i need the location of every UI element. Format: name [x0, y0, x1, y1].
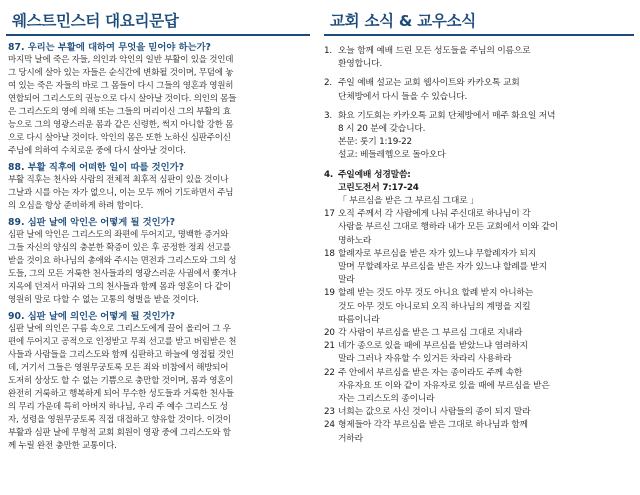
verse-number: 19: [324, 288, 335, 299]
answer-line: 연합되어 그리스도의 권능으로 다시 살아날 것이다. 의인의 몸들: [8, 94, 237, 104]
item-text: 단체방에서 다시 들을 수 있습니다.: [338, 91, 468, 102]
answer-line: 부활과 심판 날에 무형적 교회 회원이 영광 중에 그리스도와 함: [8, 428, 231, 438]
item-text: 주일 예배 설교는 교회 웹사이트와 카카오톡 교회: [338, 78, 520, 89]
question-88: 88. 부활 직후에 어떠한 일이 따를 것인가?: [8, 162, 184, 173]
verse: [324, 208, 634, 248]
answer-line: 도들, 그의 모든 거룩한 천사들과의 영광스러운 사귐에서 쫓겨나: [8, 269, 237, 279]
answer-line: 그 당시에 살아 있는 자들은 순식간에 변화될 것이며, 무덤에 놓: [8, 68, 234, 78]
answer-line: 으로 다시 살아날 것이다. 악인의 몸은 또한 노하신 심판주이신: [8, 133, 231, 143]
verse-text: 명하노라: [338, 235, 372, 246]
answer-line: 자, 성령을 영원무궁토록 직접 대접하고 향유할 것이다. 이것이: [8, 415, 231, 425]
verse: [324, 406, 634, 419]
answer-line: 완전히 거룩하고 행복하게 되어 무수한 성도들과 거룩한 천사들: [8, 389, 234, 399]
news-column: [318, 0, 640, 495]
answer-line: 부활 직후는 천사와 사람의 전체적 최후적 심판이 있을 것이나: [8, 175, 229, 185]
catechism-column: [0, 0, 316, 495]
answer-line: 의 오심을 항상 준비하게 하려 함이다.: [8, 201, 144, 211]
header-divider: [324, 34, 634, 36]
answer-line: 은 그리스도의 영에 의해 또는 그들의 머리이신 그의 부활의 효: [8, 107, 231, 117]
answer-88: [8, 174, 310, 213]
news-body: [318, 35, 640, 446]
verse-number: 21: [324, 341, 335, 352]
answer-line: 그날과 시를 아는 자가 없으니, 이는 모두 깨어 기도하면서 주님: [8, 188, 234, 198]
verse: [324, 287, 634, 327]
item-text: 화요 기도회는 카카오톡 교회 단체방에서 매주 화요일 저녁: [338, 110, 556, 121]
item-number: 4.: [324, 169, 334, 180]
news-title: 교회 소식 & 교우소식: [330, 12, 476, 30]
verse-text: 거하라: [338, 433, 363, 444]
verse-text: 것도 아무 것도 아니로되 오직 하나님의 계명을 지킬: [338, 301, 531, 312]
header-divider: [6, 34, 310, 36]
answer-line: 사들과 사람들을 그리스도와 함께 심판하고 하늘에 영접될 것인: [8, 350, 234, 360]
answer-line: 심판 날에 의인은 구름 속으로 그리스도에게 끌어 올리어 그 우: [8, 324, 231, 334]
answer-line: 영원히 말로 다할 수 없는 고통의 형벌을 받을 것이다.: [8, 295, 199, 305]
answer-line: 지옥에 던져서 마귀와 그의 천사들과 함께 몸과 영혼이 다 같이: [8, 282, 231, 292]
item-text: 환영합니다.: [338, 59, 383, 70]
answer-line: 여 있는 죽은 자들의 바로 그 몸들이 다시 그들의 영혼과 영원히: [8, 81, 234, 91]
answer-line: 심판 날에 악인은 그리스도의 좌편에 두어지고, 명백한 증거와: [8, 230, 229, 240]
verse: [324, 340, 634, 366]
item-text: 오늘 함께 예배 드린 모든 성도들을 주님의 이름으로: [338, 46, 531, 56]
verse-number: 17: [324, 209, 335, 220]
question-90: 90. 심판 날에 의인은 어떻게 될 것인가?: [8, 311, 176, 322]
answer-89: [8, 229, 310, 307]
answer-87: [8, 54, 310, 158]
verse: [324, 327, 634, 340]
answer-line: 마지막 날에 죽은 자들, 의인과 악인의 일반 부활이 있을 것인데: [8, 55, 234, 65]
worship-scripture-title: 주일예배 성경말씀:: [338, 169, 411, 180]
scripture-reference: 고린도전서 7:17-24: [338, 182, 419, 193]
verse-text: 따름이니라: [338, 314, 380, 325]
catechism-header: [0, 0, 316, 35]
verse-number: 24: [324, 420, 335, 431]
verse-number: 23: [324, 407, 335, 418]
catechism-title: 웨스트민스터 대요리문답: [12, 12, 179, 30]
news-item-1: [324, 45, 634, 71]
verse-text: 자는 그리스도의 종이니라: [338, 394, 435, 405]
item-number: 3.: [324, 110, 332, 121]
verse-text: 네가 종으로 있을 때에 부르심을 받았느냐 염려하지: [338, 341, 528, 352]
verse: [324, 248, 634, 288]
verse-text: 자유자요 또 이와 같이 자유자로 있을 때에 부르심을 받은: [338, 380, 550, 391]
verse-text: 오직 주께서 각 사람에게 나눠 주신대로 하나님이 각: [338, 209, 531, 220]
verse-number: 18: [324, 248, 335, 259]
verse-text: 각 사람이 부르심을 받은 그 부르심 그대로 지내라: [338, 328, 523, 339]
verse-text: 형제들아 각각 부르심을 받은 그대로 하나님과 함께: [338, 420, 528, 431]
news-item-4: [324, 169, 634, 446]
answer-line: 주님에 의하여 수치로운 중에 다시 살아날 것이다.: [8, 146, 186, 156]
answer-line: 께 누릴 완전 충만한 교통이다.: [8, 441, 117, 451]
verse-text: 말라: [338, 275, 355, 286]
answer-90: [8, 323, 310, 453]
scripture-heading: 「 부르심을 받은 그 부르심 그대로 」: [338, 196, 479, 207]
sermon-title: 설교: 베들레헴으로 돌아오다: [338, 150, 446, 161]
question-87: 87. 우리는 부활에 대하여 무엇을 믿어야 하는가?: [8, 42, 211, 53]
answer-line: 의 무리 가운데 특히 아버지 하나님, 우리 주 예수 그리스도 성: [8, 402, 228, 412]
news-item-3: [324, 110, 634, 163]
answer-line: 그들 자신의 양심의 충분한 확증이 있은 후 공정한 정죄 선고를: [8, 243, 231, 253]
item-number: 1.: [324, 46, 332, 56]
news-header: [318, 0, 640, 35]
verse-text: 말며 무할례자로 부르심을 받은 자가 있느냐 할례를 받지: [338, 262, 548, 273]
verse-text: 너희는 값으로 사신 것이니 사람들의 종이 되지 말라: [338, 407, 531, 418]
verse-text: 사람을 부르신 그대로 행하라 내가 모든 교회에서 이와 같이: [338, 222, 558, 233]
item-text: 8 시 20 분에 갖습니다.: [338, 124, 426, 135]
news-item-2: [324, 77, 634, 103]
catechism-body: [0, 35, 316, 453]
answer-line: 도저히 상상도 할 수 없는 기쁨으로 충만할 것이며, 몸과 영혼이: [8, 376, 234, 386]
verse: [324, 367, 634, 407]
verse-text: 할례자로 부르심을 받은 자가 있느냐 무할례자가 되지: [338, 248, 537, 259]
answer-line: 편에 두어지고 공적으로 인정받고 무죄 선고를 받고 버림받은 천: [8, 337, 237, 347]
verse-text: 말라 그러나 자유할 수 있거든 차라리 사용하라: [338, 354, 512, 365]
verse-number: 20: [324, 328, 335, 339]
answer-line: 데, 거기서 그들은 영원무궁토록 모든 죄와 비참에서 해방되어: [8, 363, 229, 373]
verse-text: 할례 받는 것도 아무 것도 아니요 할례 받지 아니하는: [338, 288, 534, 299]
verse-number: 22: [324, 367, 335, 378]
item-number: 2.: [324, 78, 332, 89]
question-89: 89. 심판 날에 악인은 어떻게 될 것인가?: [8, 217, 176, 228]
verse: [324, 419, 634, 445]
answer-line: 능으로 그의 영광스러운 몸과 같은 신령한, 썩지 아니할 강한 몸: [8, 120, 234, 130]
sermon-passage: 본문: 룻기 1:19-22: [338, 137, 412, 148]
verse-text: 주 안에서 부르심을 받은 자는 종이라도 주께 속한: [338, 367, 523, 378]
answer-line: 받을 것이요 하나님의 총애와 주시는 면전과 그리스도와 그의 성: [8, 256, 237, 266]
